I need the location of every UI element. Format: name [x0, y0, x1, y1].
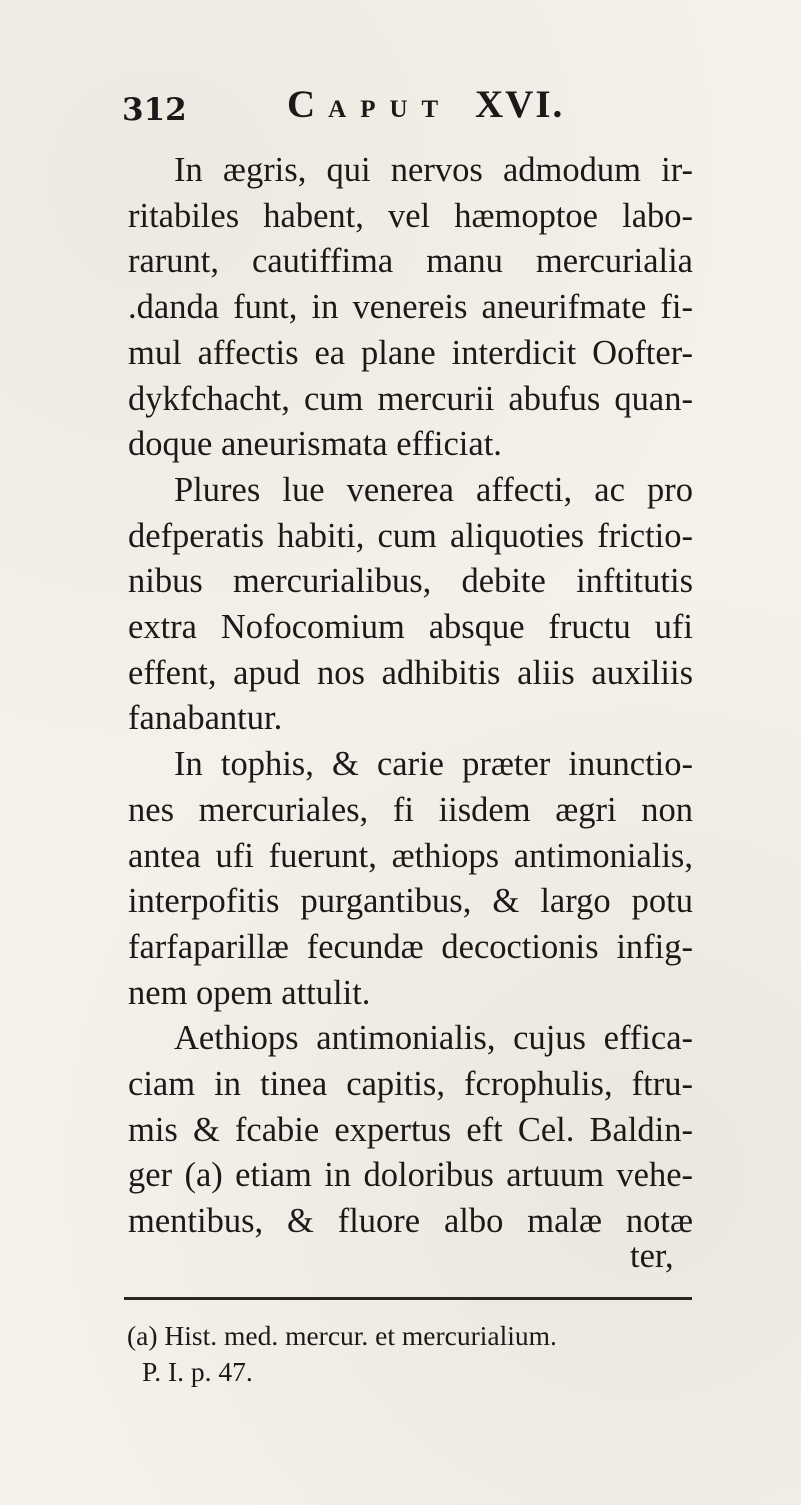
catchword: ter, [630, 1237, 674, 1275]
text-line: farfaparillæ fecundæ decoctionis infig- [128, 927, 693, 966]
text-line: mis & fcabie expertus eft Cel. Baldin- [128, 1110, 693, 1149]
text-line: nes mercuriales, fi iisdem ægri non [128, 790, 693, 829]
footnote-divider [124, 1297, 692, 1300]
text-line: effent, apud nos adhibitis aliis auxiliis [128, 653, 693, 692]
text-line: fanabantur. [128, 699, 283, 738]
footnote-line: (a) Hist. med. mercur. et mercurialium. [127, 1320, 557, 1351]
text-line: mul affectis ea plane interdicit Oofter- [128, 333, 693, 372]
text-line: extra Nofocomium absque fructu ufi [128, 608, 693, 647]
text-line: .danda funt, in venereis aneurifmate fi- [128, 288, 693, 327]
text-line: interpofitis purgantibus, & largo potu [128, 882, 693, 921]
running-head [287, 82, 564, 127]
text-line: ritabiles habent, vel hæmoptoe labo- [128, 196, 693, 235]
body-text [128, 148, 693, 1245]
page-header [122, 82, 682, 132]
text-line: ger (a) etiam in doloribus artuum vehe- [128, 1156, 693, 1195]
text-line: Plures lue venerea affecti, ac pro [174, 470, 693, 509]
text-line: rarunt, cautiffima manu mercurialia [128, 242, 693, 281]
running-head-word: APUT [328, 96, 453, 123]
text-line: ciam in tinea capitis, fcrophulis, ftru- [128, 1065, 693, 1104]
text-line: antea ufi fuerunt, æthiops antimonialis, [128, 836, 693, 875]
footnote-line: P. I. p. 47. [142, 1356, 253, 1387]
text-line: mentibus, & fluore albo malæ notæ [128, 1202, 693, 1241]
text-line: nem opem attulit. [128, 973, 371, 1012]
text-line: In tophis, & carie præter inunctio- [174, 745, 693, 784]
text-line: dykfchacht, cum mercurii abufus quan- [128, 379, 693, 418]
footnote [127, 1318, 687, 1390]
text-line: defperatis habiti, cum aliquoties frictio- [128, 516, 693, 555]
page-number: 312 [122, 92, 187, 128]
text-line: Aethiops antimonialis, cujus effica- [174, 1019, 693, 1058]
text-line: doque aneurismata efficiat. [128, 425, 502, 464]
running-head-numeral: XVI. [474, 83, 565, 126]
text-line: In ægris, qui nervos admodum ir- [174, 151, 693, 189]
running-head-initial: C [287, 83, 329, 126]
text-line: nibus mercurialibus, debite inftitutis [128, 562, 693, 601]
